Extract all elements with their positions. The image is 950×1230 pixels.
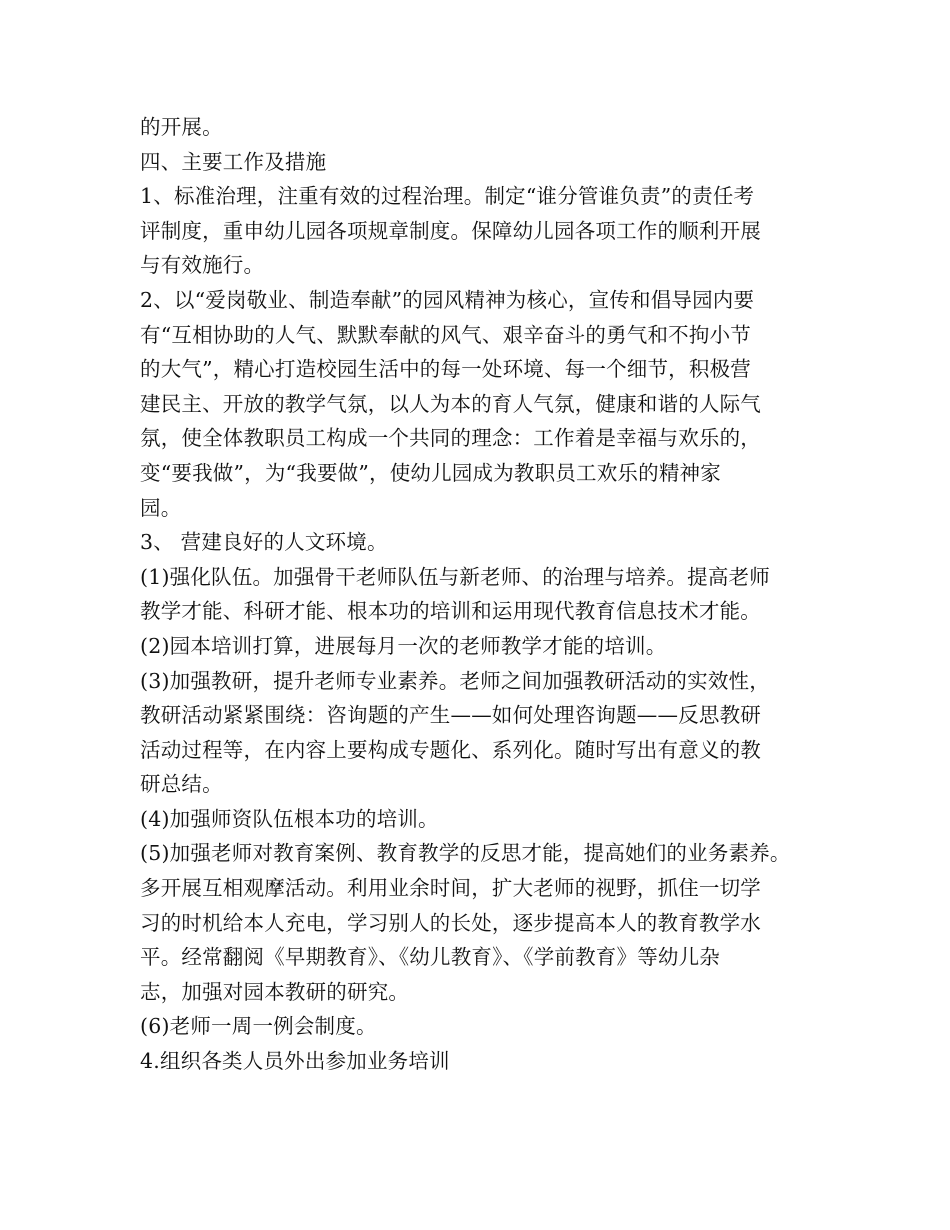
text-line: 评制度，重申幼儿园各项规章制度。保障幼儿园各项工作的顺利开展 [140, 218, 761, 243]
text-line: 1、标准治理，注重有效的过程治理。制定“谁分管谁负责”的责任考 [140, 184, 755, 209]
text-line: (5)加强老师对教育案例、教育教学的反思才能，提高她们的业务素养。 [140, 841, 791, 866]
text-line: 4.组织各类人员外出参加业务培训 [140, 1049, 450, 1074]
text-line: 变“要我做”，为“我要做”，使幼儿园成为教职员工欢乐的精神家 [140, 460, 721, 485]
text-line: 3、 营建良好的人文环境。 [140, 530, 388, 555]
text-line: 的大气”，精心打造校园生活中的每一处环境、每一个细节，积极营 [140, 357, 751, 382]
text-line: 氛，使全体教职员工构成一个共同的理念：工作着是幸福与欢乐的， [140, 426, 761, 451]
text-line: 的开展。 [140, 115, 223, 139]
text-line: 与有效施行。 [140, 253, 265, 278]
text-line: (1)强化队伍。加强骨干老师队伍与新老师、的治理与培养。提高老师 [140, 564, 770, 589]
text-line: 建民主、开放的教学气氛，以人为本的育人气氛，健康和谐的人际气 [140, 391, 761, 416]
text-line: 多开展互相观摩活动。利用业余时间，扩大老师的视野，抓住一切学 [140, 876, 761, 901]
text-line: 研总结。 [140, 772, 223, 797]
text-line: (6)老师一周一例会制度。 [140, 1014, 377, 1039]
text-line: 志，加强对园本教研的研究。 [140, 979, 410, 1004]
document-body [140, 110, 840, 1079]
section-heading: 四、主要工作及措施 [140, 149, 327, 174]
text-line: (4)加强师资队伍根本功的培训。 [140, 806, 439, 831]
text-line: 教研活动紧紧围绕：咨询题的产生——如何处理咨询题——反思教研 [140, 703, 761, 728]
text-line: 园。 [140, 495, 182, 520]
text-line: (3)加强教研，提升老师专业素养。老师之间加强教研活动的实效性， [140, 668, 770, 693]
text-line: 习的时机给本人充电，学习别人的长处，逐步提高本人的教育教学水 [140, 910, 761, 935]
text-line: 活动过程等，在内容上要构成专题化、系列化。随时写出有意义的教 [140, 737, 761, 762]
text-line: (2)园本培训打算，进展每月一次的老师教学才能的培训。 [140, 633, 667, 658]
text-line: 有“互相协助的人气、默默奉献的风气、艰辛奋斗的勇气和不拘小节 [140, 322, 751, 347]
text-line: 教学才能、科研才能、根本功的培训和运用现代教育信息技术才能。 [140, 599, 761, 624]
text-line: 平。经常翻阅《早期教育》、《幼儿教育》、《学前教育》等幼儿杂 [140, 945, 720, 970]
text-line: 2、以“爱岗敬业、制造奉献”的园风精神为核心，宣传和倡导园内要 [140, 287, 755, 312]
